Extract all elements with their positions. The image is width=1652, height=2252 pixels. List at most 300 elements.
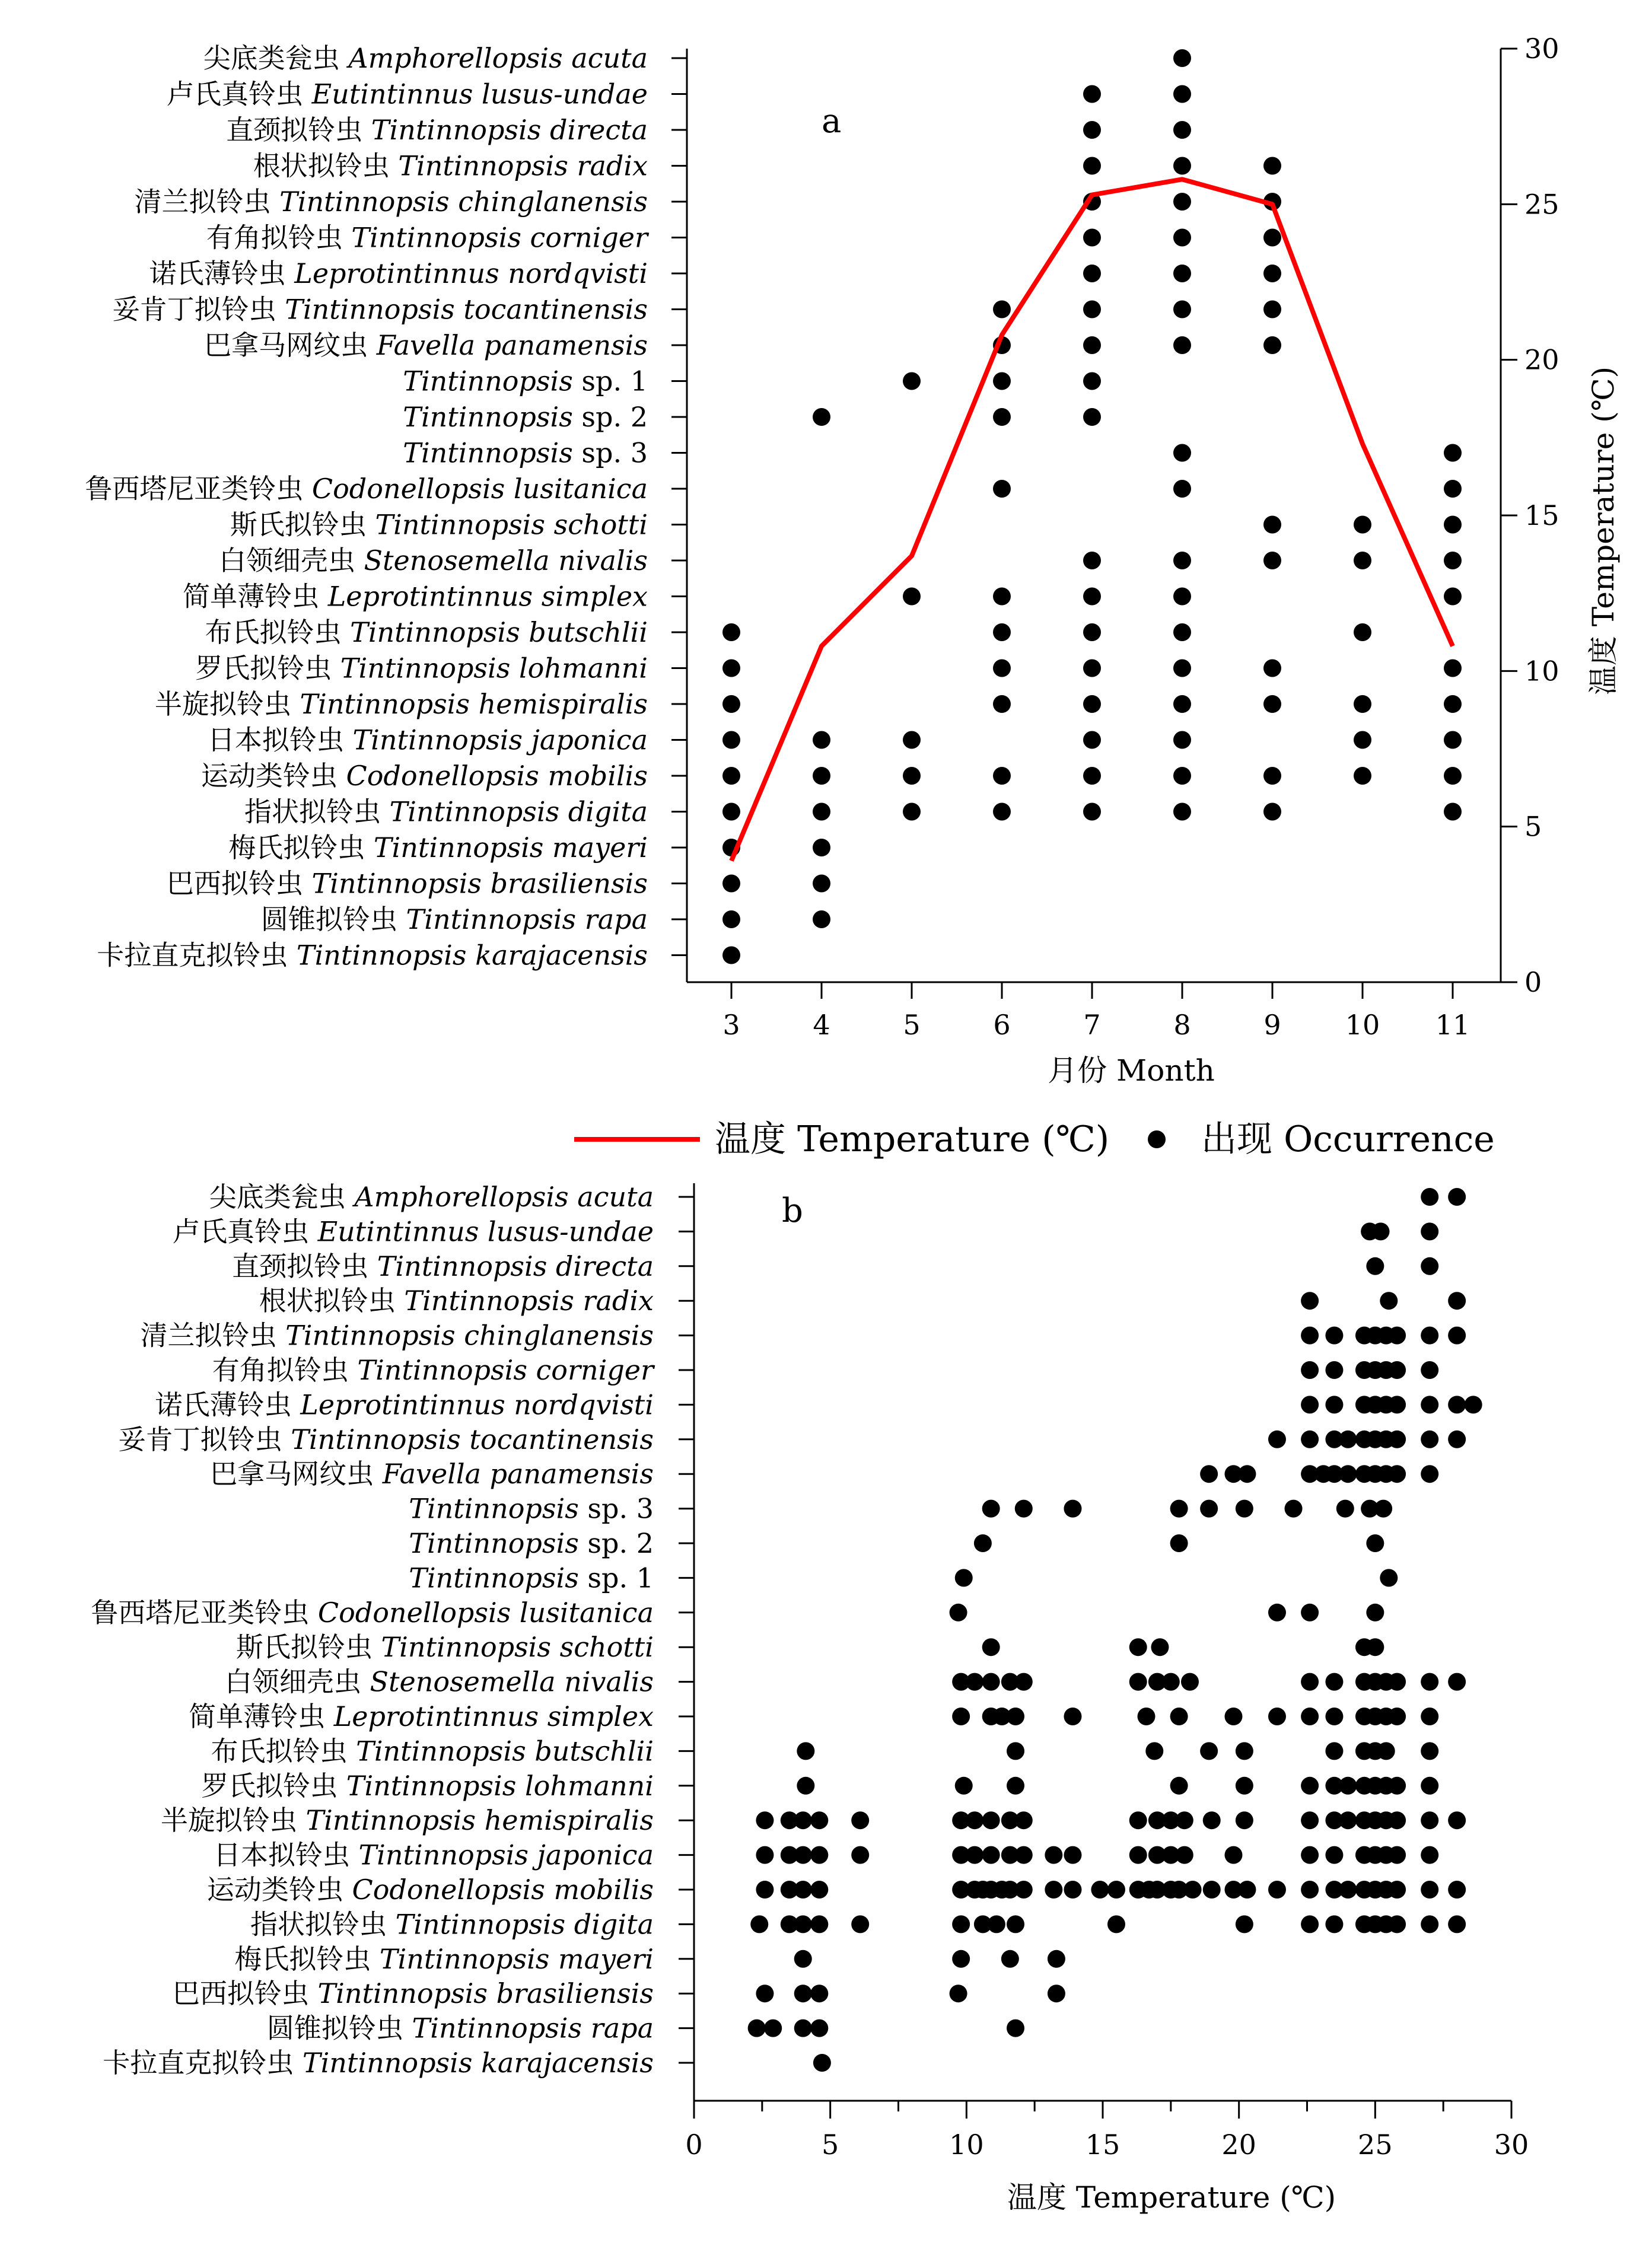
panel-a-right-tick-label: 0	[1524, 966, 1542, 998]
panel-b-occurrence-point	[1236, 1742, 1253, 1760]
panel-b-occurrence-points	[748, 1188, 1482, 2072]
panel-a-species-label: 直颈拟铃虫 Tintinnopsis directa	[226, 114, 648, 146]
panel-b-occurrence-point	[794, 1811, 812, 1829]
panel-b-occurrence-point	[1137, 1708, 1155, 1725]
panel-b-occurrence-point	[1366, 1534, 1384, 1552]
panel-a-occurrence-point	[1263, 301, 1281, 318]
panel-b-x-tick-label: 0	[685, 2129, 703, 2161]
panel-b-occurrence-point	[794, 1950, 812, 1968]
panel-a-occurrence-point	[1263, 516, 1281, 534]
panel-a-x-tick-label: 9	[1263, 1009, 1281, 1041]
panel-b-occurrence-point	[748, 2020, 766, 2037]
panel-a-species-label: 巴拿马网纹虫 Favella panamensis	[204, 329, 648, 361]
panel-a-occurrence-point	[1173, 85, 1191, 103]
panel-a-species-label: 根状拟铃虫 Tintinnopsis radix	[253, 149, 648, 182]
panel-b-occurrence-point	[1107, 1915, 1125, 1933]
panel-b-occurrence-point	[1380, 1292, 1398, 1310]
panel-b-x-tick-label: 15	[1085, 2129, 1121, 2161]
panel-b-occurrence-point	[1377, 1742, 1395, 1760]
panel-a-occurrence-point	[1083, 121, 1101, 139]
panel-a-occurrence-point	[1173, 660, 1191, 677]
panel-b-occurrence-point	[1007, 2020, 1024, 2037]
panel-a-occurrence-point	[813, 408, 830, 426]
panel-a-axes	[671, 33, 1559, 1041]
panel-b-occurrence-point	[1339, 1881, 1357, 1899]
panel-a-occurrence-point	[1263, 660, 1281, 677]
panel-a-occurrence-point	[903, 767, 921, 785]
panel-b-occurrence-point	[764, 2020, 782, 2037]
panel-b-occurrence-point	[1421, 1396, 1438, 1413]
panel-a-occurrence-point	[1083, 623, 1101, 641]
panel-a-occurrence-point	[1444, 660, 1462, 677]
panel-a-right-tick-label: 10	[1524, 655, 1559, 687]
panel-b-occurrence-point	[1301, 1396, 1319, 1413]
panel-a-species-label: 指状拟铃虫 Tintinnopsis digita	[244, 795, 648, 828]
panel-a-occurrence-point	[813, 767, 830, 785]
panel-a-occurrence-point	[1173, 301, 1191, 318]
panel-a-occurrence-point	[1173, 623, 1191, 641]
panel-b-occurrence-point	[1448, 1915, 1466, 1933]
panel-a-occurrence-point	[1354, 516, 1371, 534]
panel-a-occurrence-point	[722, 910, 740, 928]
panel-a-species-label: 罗氏拟铃虫 Tintinnopsis lohmanni	[195, 652, 648, 684]
panel-b-occurrence-point	[1007, 1777, 1024, 1795]
panel-b-occurrence-point	[966, 1811, 983, 1829]
panel-b-occurrence-point	[1170, 1777, 1188, 1795]
panel-a-occurrence-point	[1173, 552, 1191, 569]
panel-b-species-label: Tintinnopsis sp. 3	[409, 1492, 654, 1525]
panel-b-species-labels	[91, 1181, 655, 2079]
panel-b-occurrence-point	[952, 1950, 970, 1968]
panel-a-label: a	[822, 102, 842, 141]
panel-b-species-label: 斯氏拟铃虫 Tintinnopsis schotti	[235, 1631, 654, 1664]
panel-a-species-label: 诺氏薄铃虫 Leprotintinnus nordqvisti	[149, 257, 648, 289]
panel-b-occurrence-point	[1015, 1846, 1033, 1864]
panel-a-occurrence-point	[993, 480, 1011, 498]
panel-a-occurrence-point	[722, 875, 740, 893]
panel-b-occurrence-point	[982, 1673, 1000, 1691]
panel-b-species-label: 直颈拟铃虫 Tintinnopsis directa	[232, 1250, 654, 1282]
panel-b-species-label: 圆锥拟铃虫 Tintinnopsis rapa	[266, 2012, 654, 2044]
panel-b-occurrence-point	[1388, 1708, 1406, 1725]
panel-b-occurrence-point	[756, 1846, 774, 1864]
panel-a-occurrence-point	[1173, 444, 1191, 462]
panel-a-occurrence-point	[1173, 229, 1191, 247]
panel-b-occurrence-point	[1421, 1327, 1438, 1345]
panel-a-occurrence-point	[1354, 695, 1371, 713]
panel-a-occurrence-point	[722, 695, 740, 713]
panel-b-occurrence-point	[982, 1811, 1000, 1829]
panel-a-occurrence-point	[1444, 516, 1462, 534]
panel-b-occurrence-point	[982, 1638, 1000, 1656]
panel-b-occurrence-point	[1325, 1742, 1343, 1760]
panel-b-occurrence-point	[794, 1881, 812, 1899]
legend	[574, 1119, 1495, 1160]
panel-b-occurrence-point	[1064, 1881, 1081, 1899]
panel-b-occurrence-point	[1325, 1846, 1343, 1864]
panel-a-species-label: 卢氏真铃虫 Eutintinnus lusus-undae	[166, 78, 648, 110]
panel-b-occurrence-point	[1421, 1742, 1438, 1760]
panel-a-occurrence-point	[903, 731, 921, 749]
panel-b-occurrence-point	[1268, 1604, 1286, 1622]
panel-a-occurrence-point	[1444, 767, 1462, 785]
panel-b-species-label: 白领细壳虫 Stenosemella nivalis	[224, 1665, 654, 1698]
panel-b-x-tick-label: 30	[1494, 2129, 1529, 2161]
panel-b-occurrence-point	[1301, 1777, 1319, 1795]
panel-b-occurrence-point	[1374, 1500, 1392, 1518]
panel-b-occurrence-point	[1301, 1361, 1319, 1379]
panel-a-occurrence-point	[903, 588, 921, 606]
panel-b-occurrence-point	[1007, 1915, 1024, 1933]
panel-b-occurrence-point	[1421, 1673, 1438, 1691]
panel-a-occurrence-point	[813, 839, 830, 856]
panel-b-species-label: 卢氏真铃虫 Eutintinnus lusus-undae	[172, 1215, 654, 1248]
panel-a-right-tick-label: 5	[1524, 810, 1542, 843]
panel-a-species-label: 妥肯丁拟铃虫 Tintinnopsis tocantinensis	[112, 293, 648, 326]
panel-a-occurrence-point	[1263, 229, 1281, 247]
panel-a-species-label: 有角拟铃虫 Tintinnopsis corniger	[206, 221, 648, 254]
panel-a-occurrence-point	[1173, 265, 1191, 282]
panel-b-species-label: 清兰拟铃虫 Tintinnopsis chinglanensis	[140, 1319, 654, 1352]
panel-b-species-label: 根状拟铃虫 Tintinnopsis radix	[259, 1285, 654, 1317]
panel-b-occurrence-point	[1107, 1881, 1125, 1899]
panel-a-occurrence-point	[993, 408, 1011, 426]
panel-b-occurrence-point	[1301, 1292, 1319, 1310]
panel-a-species-label: 梅氏拟铃虫 Tintinnopsis mayeri	[228, 832, 648, 864]
panel-a-occurrence-point	[1263, 336, 1281, 354]
panel-a-occurrence-point	[993, 372, 1011, 390]
panel-a-right-tick-label: 15	[1524, 499, 1559, 531]
panel-b-occurrence-point	[1238, 1881, 1256, 1899]
panel-a-occurrence-point	[1173, 193, 1191, 211]
panel-a-occurrence-point	[993, 803, 1011, 821]
panel-a-species-label: 清兰拟铃虫 Tintinnopsis chinglanensis	[134, 186, 648, 218]
panel-b-occurrence-point	[1325, 1708, 1343, 1725]
panel-a-occurrence-point	[1173, 121, 1191, 139]
panel-b-species-label: 运动类铃虫 Codonellopsis mobilis	[206, 1874, 654, 1906]
panel-b-occurrence-point	[966, 1846, 983, 1864]
panel-a-species-label: 运动类铃虫 Codonellopsis mobilis	[200, 760, 648, 792]
panel-b-occurrence-point	[1388, 1915, 1406, 1933]
panel-b-occurrence-point	[1448, 1811, 1466, 1829]
panel-b-occurrence-point	[756, 1811, 774, 1829]
panel-a-occurrence-point	[1083, 660, 1101, 677]
panel-b-occurrence-point	[1448, 1188, 1466, 1206]
panel-a-occurrence-point	[1083, 695, 1101, 713]
panel-a-occurrence-point	[722, 767, 740, 785]
panel-b-occurrence-point	[955, 1777, 973, 1795]
panel-b-occurrence-point	[1015, 1673, 1033, 1691]
panel-b-occurrence-point	[1236, 1500, 1253, 1518]
panel-a-right-tick-label: 30	[1524, 33, 1559, 65]
panel-b-occurrence-point	[1285, 1500, 1303, 1518]
panel-b-occurrence-point	[952, 1708, 970, 1725]
panel-b-occurrence-point	[810, 1881, 828, 1899]
panel-a-x-axis-title: 月份 Month	[1048, 1053, 1215, 1088]
panel-a-occurrence-point	[1083, 552, 1101, 569]
panel-a-occurrence-point	[722, 803, 740, 821]
panel-b-occurrence-point	[794, 1985, 812, 2002]
panel-b-x-tick-label: 20	[1221, 2129, 1256, 2161]
panel-a-species-label: 布氏拟铃虫 Tintinnopsis butschlii	[205, 616, 648, 648]
panel-b-occurrence-point	[950, 1604, 967, 1622]
panel-b-occurrence-point	[1203, 1811, 1221, 1829]
panel-a-occurrence-point	[1444, 444, 1462, 462]
panel-b-occurrence-point	[1015, 1500, 1033, 1518]
panel-b-occurrence-point	[966, 1673, 983, 1691]
panel-a-species-label: 斯氏拟铃虫 Tintinnopsis schotti	[230, 508, 648, 541]
panel-b-occurrence-point	[851, 1915, 869, 1933]
panel-b	[91, 1181, 1529, 2215]
panel-b-occurrence-point	[1388, 1327, 1406, 1345]
panel-a-occurrence-point	[1263, 695, 1281, 713]
panel-a-occurrence-point	[1444, 552, 1462, 569]
panel-b-occurrence-point	[1366, 1604, 1384, 1622]
panel-b-occurrence-point	[1448, 1881, 1466, 1899]
panel-b-species-label: 简单薄铃虫 Leprotintinnus simplex	[189, 1700, 654, 1732]
panel-b-occurrence-point	[1200, 1742, 1218, 1760]
panel-b-occurrence-point	[1268, 1881, 1286, 1899]
panel-b-occurrence-point	[1448, 1396, 1466, 1413]
panel-a-x-tick-label: 5	[903, 1009, 921, 1041]
panel-b-occurrence-point	[851, 1811, 869, 1829]
panel-b-occurrence-point	[1339, 1465, 1357, 1483]
panel-b-occurrence-point	[952, 1915, 970, 1933]
panel-b-occurrence-point	[1268, 1708, 1286, 1725]
panel-b-species-label: 有角拟铃虫 Tintinnopsis corniger	[212, 1354, 654, 1386]
panel-b-occurrence-point	[1301, 1811, 1319, 1829]
panel-b-occurrence-point	[1301, 1431, 1319, 1448]
panel-a-occurrence-point	[1083, 408, 1101, 426]
panel-b-x-tick-label: 10	[949, 2129, 984, 2161]
panel-a-species-label: Tintinnopsis sp. 2	[403, 401, 648, 433]
panel-a-occurrence-point	[993, 695, 1011, 713]
panel-b-occurrence-point	[756, 1881, 774, 1899]
panel-a-occurrence-points	[722, 49, 1462, 964]
panel-b-occurrence-point	[1184, 1881, 1202, 1899]
panel-b-occurrence-point	[1421, 1465, 1438, 1483]
panel-a-species-label: 尖底类瓮虫 Amphorellopsis acuta	[203, 42, 648, 74]
panel-b-occurrence-point	[1388, 1396, 1406, 1413]
panel-b-occurrence-point	[1151, 1638, 1169, 1656]
panel-a-occurrence-point	[813, 803, 830, 821]
panel-b-occurrence-point	[1091, 1881, 1109, 1899]
panel-b-occurrence-point	[1465, 1396, 1482, 1413]
panel-b-occurrence-point	[1388, 1777, 1406, 1795]
panel-b-occurrence-point	[1129, 1673, 1147, 1691]
panel-a-x-tick-label: 3	[722, 1009, 740, 1041]
panel-b-occurrence-point	[1366, 1257, 1384, 1275]
panel-b-occurrence-point	[1301, 1673, 1319, 1691]
panel-b-occurrence-point	[1015, 1881, 1033, 1899]
panel-b-x-tick-label: 5	[822, 2129, 839, 2161]
panel-a-occurrence-point	[993, 623, 1011, 641]
panel-b-occurrence-point	[1170, 1708, 1188, 1725]
panel-b-occurrence-point	[1325, 1327, 1343, 1345]
panel-b-occurrence-point	[1421, 1811, 1438, 1829]
panel-b-occurrence-point	[1388, 1811, 1406, 1829]
panel-b-occurrence-point	[1048, 1950, 1065, 1968]
panel-a-x-tick-label: 6	[993, 1009, 1011, 1041]
panel-a-species-label: 圆锥拟铃虫 Tintinnopsis rapa	[260, 903, 648, 935]
panel-b-occurrence-point	[1421, 1431, 1438, 1448]
panel-a-occurrence-point	[993, 301, 1011, 318]
panel-b-occurrence-point	[794, 1846, 812, 1864]
panel-b-occurrence-point	[810, 1811, 828, 1829]
panel-b-occurrence-point	[982, 1846, 1000, 1864]
panel-a-occurrence-point	[1083, 301, 1101, 318]
panel-b-species-label: 梅氏拟铃虫 Tintinnopsis mayeri	[234, 1942, 654, 1975]
panel-a-right-axis-title: 温度 Temperature (℃)	[1586, 366, 1621, 696]
panel-a-occurrence-point	[722, 660, 740, 677]
panel-b-occurrence-point	[1176, 1811, 1193, 1829]
panel-a-right-tick-label: 20	[1524, 343, 1559, 376]
panel-b-species-label: 巴拿马网纹虫 Favella panamensis	[210, 1458, 654, 1490]
panel-a-species-label: Tintinnopsis sp. 3	[403, 437, 648, 469]
panel-a-occurrence-point	[1263, 803, 1281, 821]
panel-a-occurrence-point	[1444, 588, 1462, 606]
panel-b-occurrence-point	[1045, 1846, 1062, 1864]
panel-b-occurrence-point	[797, 1777, 814, 1795]
panel-b-occurrence-point	[851, 1846, 869, 1864]
panel-a-right-tick-label: 25	[1524, 188, 1559, 221]
panel-a-occurrence-point	[1173, 336, 1191, 354]
panel-b-occurrence-point	[1388, 1465, 1406, 1483]
panel-b-occurrence-point	[810, 1915, 828, 1933]
panel-a-occurrence-point	[722, 731, 740, 749]
panel-a-occurrence-point	[993, 660, 1011, 677]
panel-a-occurrence-point	[1444, 480, 1462, 498]
panel-b-species-label: 尖底类瓮虫 Amphorellopsis acuta	[209, 1181, 654, 1213]
panel-b-occurrence-point	[1372, 1222, 1390, 1240]
panel-b-occurrence-point	[1388, 1881, 1406, 1899]
panel-b-occurrence-point	[1325, 1396, 1343, 1413]
panel-b-occurrence-point	[794, 1915, 812, 1933]
panel-a-species-label: 白领细壳虫 Stenosemella nivalis	[218, 544, 648, 576]
panel-b-occurrence-point	[1224, 1708, 1242, 1725]
panel-a-occurrence-point	[1083, 85, 1101, 103]
panel-a-occurrence-point	[1083, 336, 1101, 354]
panel-b-occurrence-point	[794, 2020, 812, 2037]
panel-b-occurrence-point	[1336, 1500, 1354, 1518]
panel-b-species-label: 日本拟铃虫 Tintinnopsis japonica	[213, 1839, 654, 1871]
panel-b-occurrence-point	[988, 1915, 1005, 1933]
panel-b-occurrence-point	[1064, 1500, 1081, 1518]
panel-b-occurrence-point	[1176, 1846, 1193, 1864]
panel-a-occurrence-point	[1173, 767, 1191, 785]
panel-b-species-label: Tintinnopsis sp. 1	[409, 1562, 654, 1594]
panel-b-occurrence-point	[1448, 1292, 1466, 1310]
panel-a-x-tick-label: 4	[813, 1009, 830, 1041]
panel-a-occurrence-point	[903, 803, 921, 821]
panel-a-species-label: 半旋拟铃虫 Tintinnopsis hemispiralis	[154, 688, 648, 720]
panel-b-occurrence-point	[1301, 1327, 1319, 1345]
panel-b-occurrence-point	[1388, 1361, 1406, 1379]
panel-a-occurrence-point	[1083, 372, 1101, 390]
panel-b-occurrence-point	[1421, 1708, 1438, 1725]
panel-a-occurrence-point	[813, 910, 830, 928]
panel-b-species-label: 布氏拟铃虫 Tintinnopsis butschlii	[211, 1735, 654, 1767]
panel-b-occurrence-point	[950, 1985, 967, 2002]
panel-a-species-label: 卡拉直克拟铃虫 Tintinnopsis karajacensis	[97, 939, 648, 971]
panel-b-occurrence-point	[1388, 1846, 1406, 1864]
panel-b-occurrence-point	[1162, 1673, 1180, 1691]
panel-b-occurrence-point	[1421, 1222, 1438, 1240]
panel-b-occurrence-point	[1007, 1742, 1024, 1760]
panel-a-occurrence-point	[813, 731, 830, 749]
panel-a-occurrence-point	[1444, 731, 1462, 749]
panel-b-species-label: 半旋拟铃虫 Tintinnopsis hemispiralis	[160, 1804, 654, 1837]
panel-b-occurrence-point	[1200, 1465, 1218, 1483]
panel-a-occurrence-point	[1444, 803, 1462, 821]
panel-a-occurrence-point	[722, 623, 740, 641]
panel-b-occurrence-point	[1448, 1327, 1466, 1345]
panel-b-occurrence-point	[1421, 1881, 1438, 1899]
panel-b-occurrence-point	[1001, 1950, 1019, 1968]
panel-b-occurrence-point	[1129, 1638, 1147, 1656]
panel-a-occurrence-point	[1173, 49, 1191, 67]
panel-a-occurrence-point	[1173, 157, 1191, 175]
panel-b-occurrence-point	[1145, 1742, 1163, 1760]
panel-b-occurrence-point	[813, 2054, 831, 2072]
panel-a-occurrence-point	[1444, 695, 1462, 713]
panel-a-species-label: 鲁西塔尼亚类铃虫 Codonellopsis lusitanica	[85, 473, 648, 505]
legend-occurrence-swatch	[1148, 1130, 1166, 1148]
panel-b-species-label: 诺氏薄铃虫 Leprotintinnus nordqvisti	[155, 1388, 654, 1421]
panel-a-occurrence-point	[1173, 480, 1191, 498]
panel-b-occurrence-point	[1388, 1673, 1406, 1691]
panel-b-occurrence-point	[1015, 1811, 1033, 1829]
panel-a-species-labels	[85, 42, 650, 971]
panel-b-occurrence-point	[1236, 1777, 1253, 1795]
panel-b-occurrence-point	[1064, 1846, 1081, 1864]
panel-b-occurrence-point	[1301, 1708, 1319, 1725]
panel-a-species-label: 巴西拟铃虫 Tintinnopsis brasiliensis	[166, 867, 648, 900]
panel-b-occurrence-point	[1421, 1846, 1438, 1864]
panel-a-occurrence-point	[993, 588, 1011, 606]
panel-b-species-label: 罗氏拟铃虫 Tintinnopsis lohmanni	[201, 1769, 654, 1802]
panel-b-occurrence-point	[1007, 1708, 1024, 1725]
panel-b-occurrence-point	[1388, 1431, 1406, 1448]
panel-b-occurrence-point	[1236, 1915, 1253, 1933]
panel-b-occurrence-point	[1301, 1881, 1319, 1899]
panel-a-x-tick-label: 10	[1345, 1009, 1380, 1041]
panel-b-occurrence-point	[1339, 1811, 1357, 1829]
panel-b-occurrence-point	[1421, 1361, 1438, 1379]
panel-b-species-label: 鲁西塔尼亚类铃虫 Codonellopsis lusitanica	[91, 1596, 654, 1629]
panel-a-occurrence-point	[1083, 588, 1101, 606]
panel-a-occurrence-point	[1173, 695, 1191, 713]
panel-b-occurrence-point	[1045, 1881, 1062, 1899]
panel-a-occurrence-point	[1083, 265, 1101, 282]
panel-b-species-label: 巴西拟铃虫 Tintinnopsis brasiliensis	[172, 1977, 654, 2010]
panel-b-occurrence-point	[1301, 1846, 1319, 1864]
legend-temperature-label: 温度 Temperature (℃)	[715, 1119, 1110, 1160]
panel-a-occurrence-point	[1083, 767, 1101, 785]
panel-b-x-tick-label: 25	[1358, 2129, 1393, 2161]
panel-b-occurrence-point	[810, 1985, 828, 2002]
panel-b-occurrence-point	[1301, 1604, 1319, 1622]
panel-b-occurrence-point	[797, 1742, 814, 1760]
panel-b-occurrence-point	[1064, 1708, 1081, 1725]
panel-a-occurrence-point	[1354, 767, 1371, 785]
panel-b-occurrence-point	[1380, 1569, 1398, 1587]
panel-a-species-label: 简单薄铃虫 Leprotintinnus simplex	[183, 580, 648, 613]
panel-b-label: b	[782, 1192, 803, 1230]
panel-b-occurrence-point	[1421, 1257, 1438, 1275]
panel-a-occurrence-point	[1263, 552, 1281, 569]
panel-a-occurrence-point	[1354, 623, 1371, 641]
